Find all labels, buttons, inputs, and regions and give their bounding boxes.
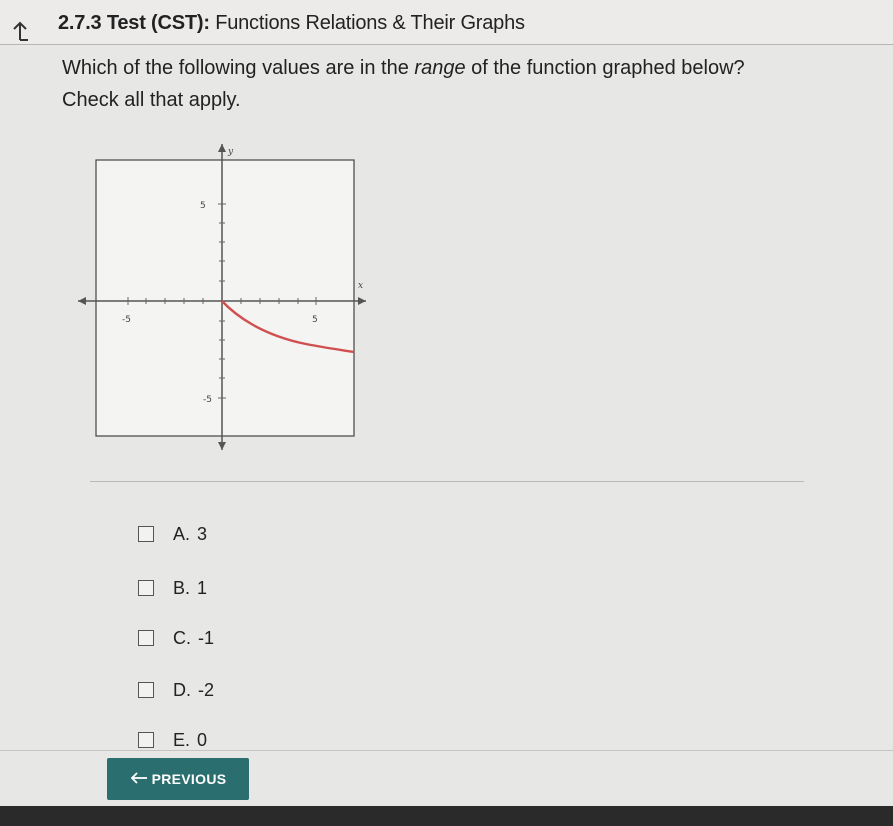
section-divider [90, 481, 804, 482]
previous-button[interactable] [107, 758, 249, 800]
choice-e-letter: E. [173, 729, 191, 750]
graph-svg [74, 138, 374, 456]
choice-d-checkbox[interactable] [138, 682, 154, 698]
page-title [58, 12, 525, 35]
choice-d-value: -2 [198, 679, 215, 700]
choice-c-checkbox[interactable] [138, 630, 154, 646]
question-prompt [62, 52, 862, 116]
choice-c[interactable] [138, 626, 214, 650]
footer-divider [0, 750, 893, 751]
choice-c-letter: C. [173, 627, 191, 648]
choice-a-letter: A. [173, 523, 191, 544]
question-text-start: Which of the following values are in the [62, 57, 409, 79]
choice-e-value: 0 [197, 729, 208, 750]
function-graph [74, 138, 374, 456]
y-axis-down-arrow [218, 442, 226, 450]
y-axis-up-arrow [218, 144, 226, 152]
header-bar [0, 0, 893, 45]
choice-e[interactable] [138, 728, 207, 752]
choice-e-checkbox[interactable] [138, 732, 154, 748]
bottom-bar [0, 806, 893, 826]
previous-button-label: PREVIOUS [151, 771, 227, 787]
graph-frame [96, 160, 354, 436]
choice-b-letter: B. [173, 577, 191, 598]
x-tick-label-neg: -5 [122, 315, 131, 325]
x-axis-right-arrow [358, 297, 366, 305]
choice-d[interactable] [138, 678, 214, 702]
y-tick-label-pos: 5 [200, 201, 206, 211]
choice-a-value: 3 [197, 523, 208, 544]
arrow-left-icon [130, 771, 148, 787]
question-instruction: Check all that apply. [62, 89, 241, 111]
choice-d-letter: D. [173, 679, 191, 700]
choice-a-checkbox[interactable] [138, 526, 154, 542]
choice-b[interactable] [138, 576, 207, 600]
question-text-end: of the function graphed below? [471, 57, 745, 79]
lesson-code: 2.7.3 [58, 12, 102, 34]
back-arrow-icon[interactable] [8, 18, 30, 42]
x-axis-label: x [358, 281, 364, 291]
choice-c-value: -1 [198, 627, 215, 648]
choice-a[interactable] [138, 522, 207, 546]
test-label: Test (CST): [106, 12, 210, 34]
question-emphasis: range [414, 57, 466, 79]
x-tick-label-pos: 5 [312, 315, 318, 325]
choice-b-value: 1 [197, 577, 208, 598]
y-axis-label: y [228, 147, 234, 157]
choice-b-checkbox[interactable] [138, 580, 154, 596]
lesson-title: Functions Relations & Their Graphs [215, 12, 525, 34]
x-axis-left-arrow [78, 297, 86, 305]
y-tick-label-neg: -5 [203, 395, 212, 405]
